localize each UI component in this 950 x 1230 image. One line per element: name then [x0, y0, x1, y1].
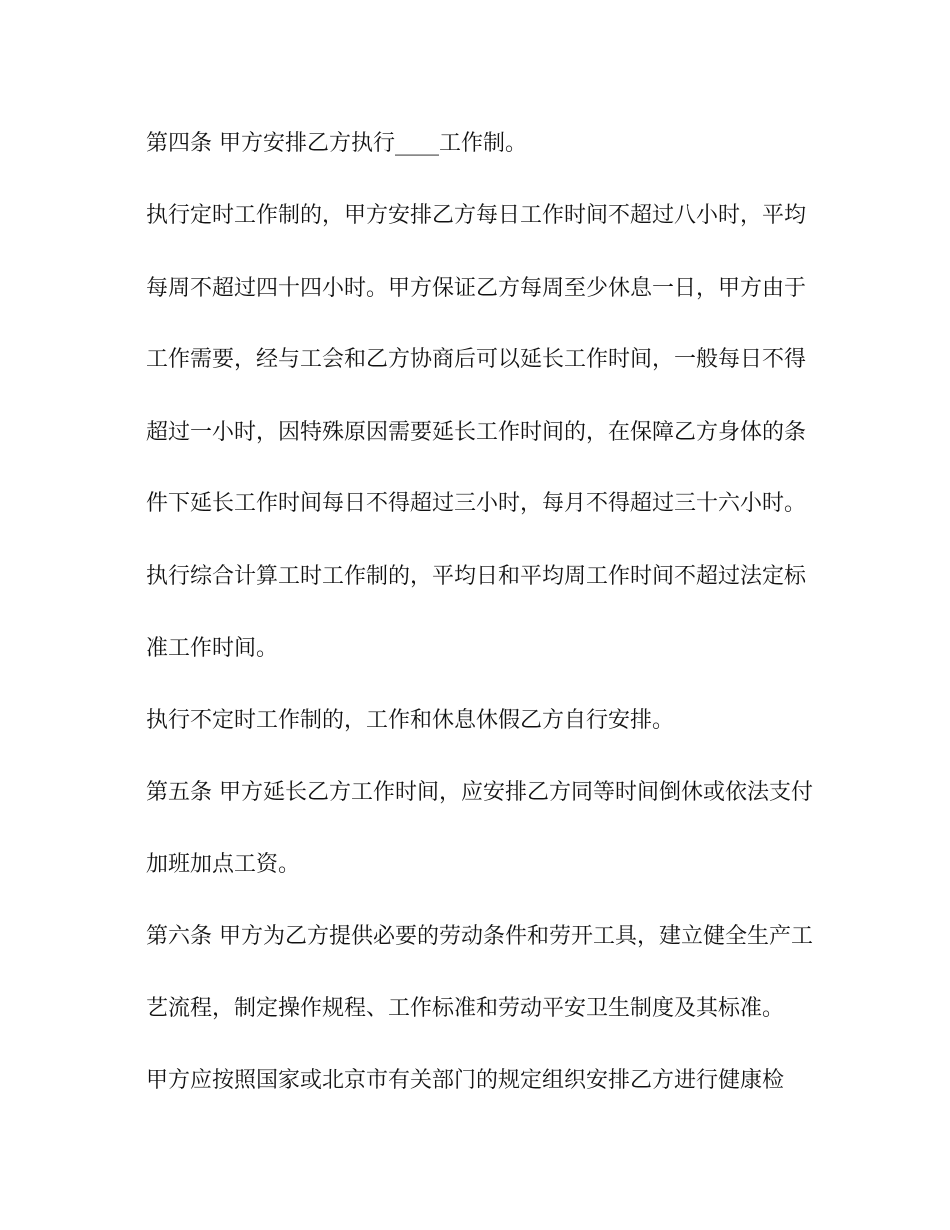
text-line: 执行不定时工作制的，工作和休息休假乙方自行安排。 [146, 708, 675, 733]
text-line: 第四条 甲方安排乙方执行____工作制。 [146, 131, 527, 156]
text-line: 第六条 甲方为乙方提供必要的劳动条件和劳开工具，建立健全生产工 [146, 924, 813, 949]
text-line: 每周不超过四十四小时。甲方保证乙方每周至少休息一日，甲方由于 [146, 276, 807, 301]
text-line: 工作需要，经与工会和乙方协商后可以延长工作时间，一般每日不得 [146, 347, 807, 372]
text-line: 艺流程，制定操作规程、工作标准和劳动平安卫生制度及其标准。 [146, 996, 785, 1021]
text-line: 件下延长工作时间每日不得超过三小时，每月不得超过三十六小时。 [146, 491, 807, 516]
text-line: 加班加点工资。 [146, 852, 301, 877]
text-line: 甲方应按照国家或北京市有关部门的规定组织安排乙方进行健康检 [146, 1068, 785, 1093]
text-line: 超过一小时，因特殊原因需要延长工作时间的，在保障乙方身体的条 [146, 420, 807, 445]
text-line: 执行定时工作制的，甲方安排乙方每日工作时间不超过八小时，平均 [146, 203, 807, 228]
text-line: 执行综合计算工时工作制的，平均日和平均周工作时间不超过法定标 [146, 564, 807, 589]
text-line: 第五条 甲方延长乙方工作时间，应安排乙方同等时间倒休或依法支付 [146, 780, 813, 805]
text-line: 准工作时间。 [146, 636, 279, 661]
